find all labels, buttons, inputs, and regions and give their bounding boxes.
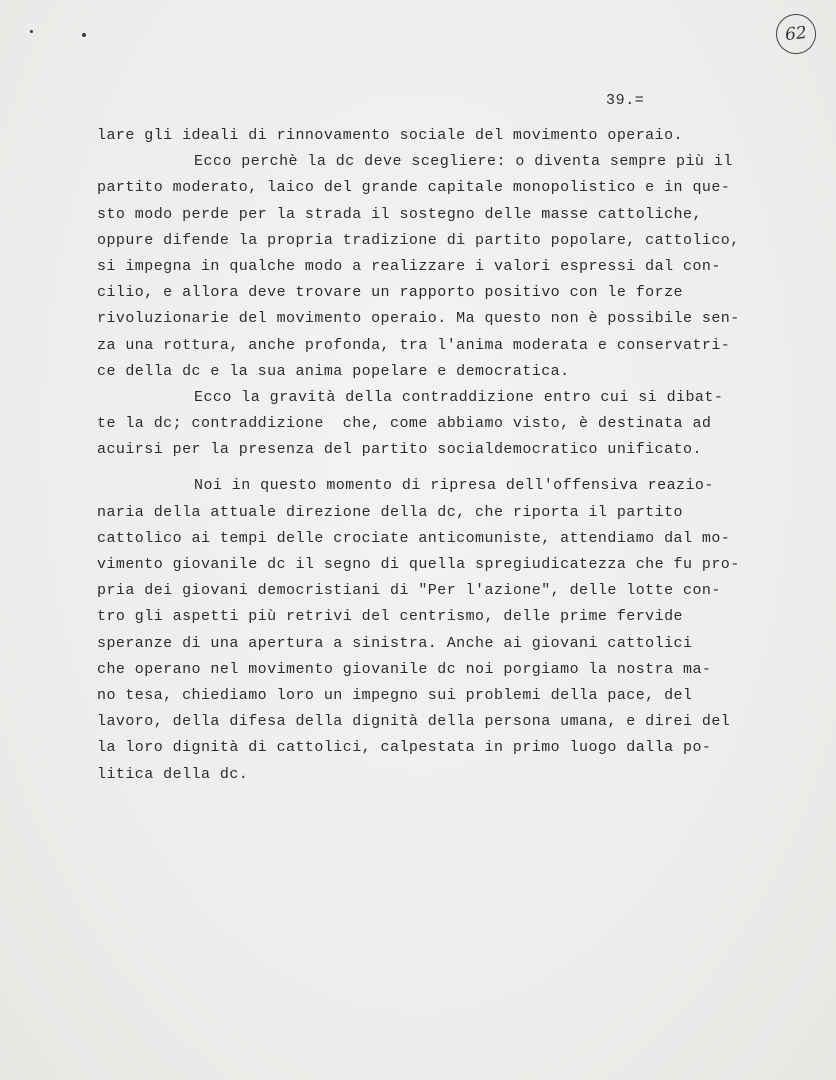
archive-stamp-number: 62 (784, 22, 808, 46)
text-line: tro gli aspetti più retrivi del centrismo, delle prime fervide (97, 608, 683, 626)
ink-speck (30, 30, 33, 33)
text-line: ce della dc e la sua anima popelare e democratica. (97, 362, 570, 380)
paragraph-first-line: Noi in questo momento di ripresa dell'offensiva reazio- (194, 477, 714, 495)
text-line: la loro dignità di cattolici, calpestata in primo luogo dalla po- (97, 739, 712, 757)
text-line: oppure difende la propria tradizione di partito popolare, cattolico, (97, 231, 740, 249)
text-line: che operano nel movimento giovanile dc noi porgiamo la nostra ma- (97, 660, 712, 678)
text-line: te la dc; contraddizione che, come abbiamo visto, è destinata ad (97, 415, 712, 433)
text-line: za una rottura, anche profonda, tra l'anima moderata e conservatri- (97, 336, 731, 354)
text-line: partito moderato, laico del grande capitale monopolistico e in que- (97, 179, 731, 197)
paragraph-first-line: Ecco la gravità della contraddizione entro cui si dibat- (194, 388, 724, 406)
text-line: si impegna in qualche modo a realizzare i valori espressi dal con- (97, 257, 721, 275)
text-line: speranze di una apertura a sinistra. Anche ai giovani cattolici (97, 634, 693, 652)
text-line: acuirsi per la presenza del partito socialdemocratico unificato. (97, 441, 702, 459)
text-line: litica della dc. (97, 765, 249, 783)
text-line: cilio, e allora deve trovare un rapporto positivo con le forze (97, 284, 683, 302)
ink-speck (82, 33, 86, 37)
text-line: no tesa, chiediamo loro un impegno sui problemi della pace, del (97, 686, 693, 704)
text-line: rivoluzionarie del movimento operaio. Ma questo non è possibile sen- (97, 310, 740, 328)
page-number: 39.= (606, 92, 645, 109)
text-line: naria della attuale direzione della dc, che riporta il partito (97, 503, 683, 521)
text-line: sto modo perde per la strada il sostegno delle masse cattoliche, (97, 205, 702, 223)
archive-page-stamp (774, 12, 818, 56)
text-line: lavoro, della difesa della dignità della persona umana, e direi del (97, 713, 731, 731)
text-line: pria dei giovani democristiani di "Per l'azione", delle lotte con- (97, 582, 721, 600)
text-line: cattolico ai tempi delle crociate anticomuniste, attendiamo dal mo- (97, 529, 731, 547)
text-line: vimento giovanile dc il segno di quella spregiudicatezza che fu pro- (97, 556, 740, 573)
text-line: lare gli ideali di rinnovamento sociale del movimento operaio. (97, 127, 683, 144)
paragraph-first-line: Ecco perchè la dc deve scegliere: o diventa sempre più il (194, 153, 733, 171)
body-text (97, 123, 757, 788)
